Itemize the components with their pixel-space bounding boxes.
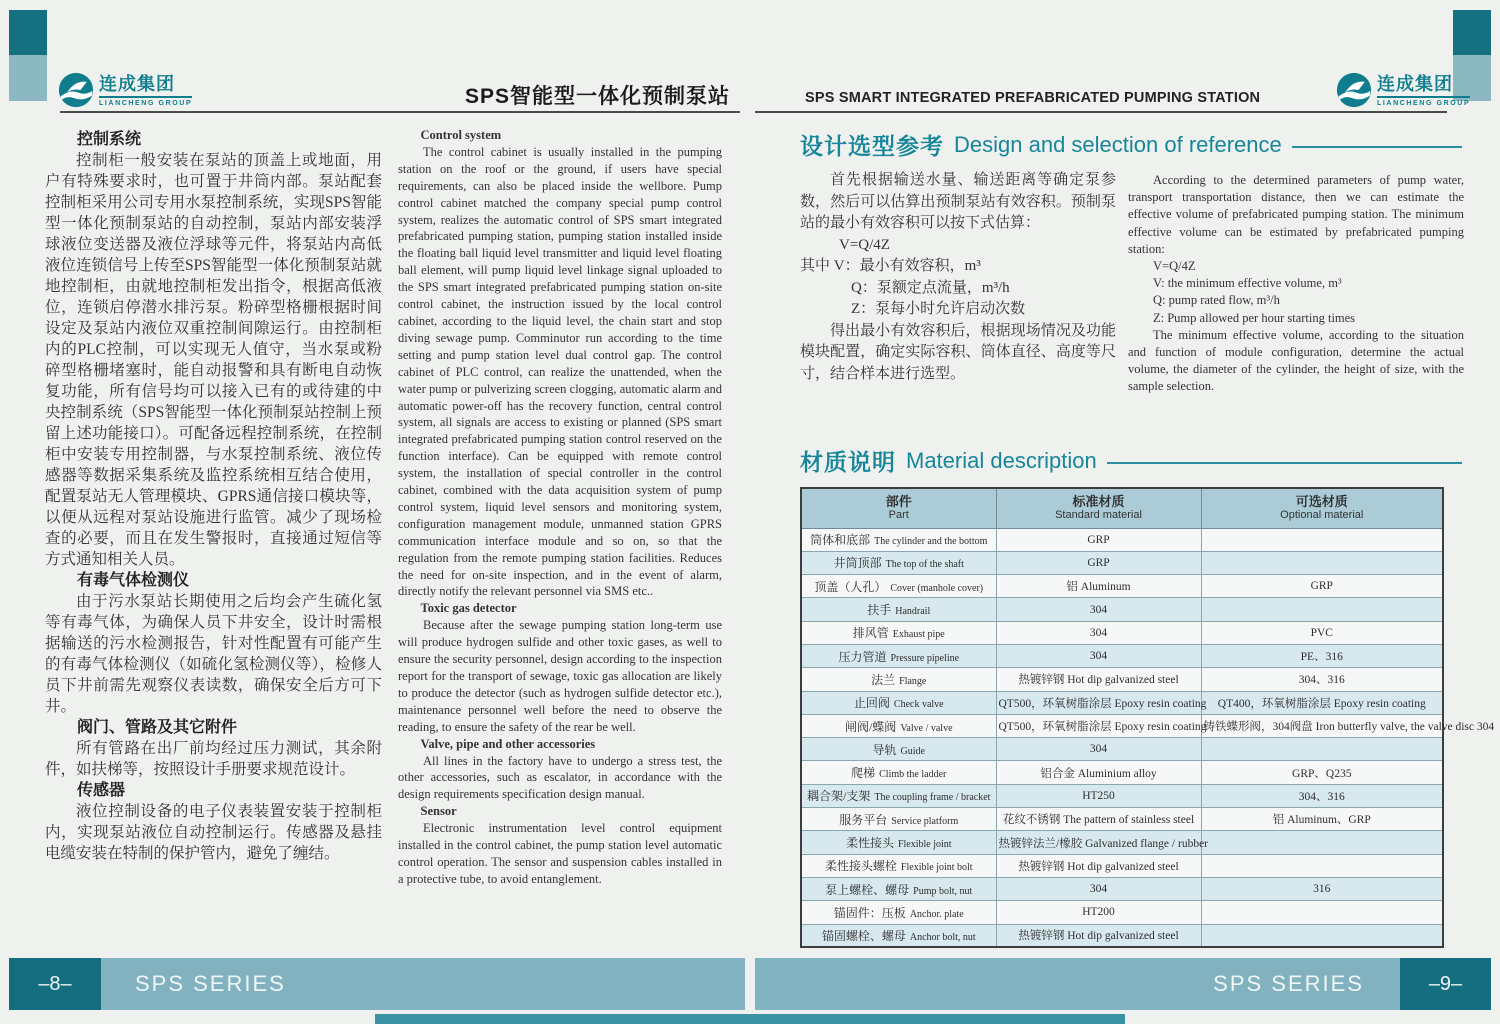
table-row [801, 924, 1443, 947]
part-name-en: Anchor bolt, nut [909, 931, 976, 943]
optional-material-cell: 316 [1201, 877, 1443, 900]
brand-logo-text [99, 72, 192, 107]
table-row [801, 901, 1443, 924]
design-intro-en: According to the determined parameters of pump water, transport transportation distance, then we can estimate the effective volume of prefabricated pumping station. The minimum effective volume can be estimated by prefabricated pumping station: [1128, 173, 1464, 256]
header-label-zh: 标准材质 [1072, 494, 1125, 510]
corner-accent-light-block [9, 55, 47, 101]
part-name-en: The coupling frame / bracket [874, 792, 991, 804]
material-table [800, 487, 1495, 948]
optional-material-cell [1201, 528, 1443, 551]
brand-name-zh: 连成集团 [1377, 74, 1453, 94]
optional-material-cell [1201, 598, 1443, 621]
section-heading-zh: 有毒气体检测仪 [77, 572, 190, 589]
footer-series-bar-right: SPS SERIES [755, 958, 1400, 1010]
section-heading-zh: 传感器 [77, 782, 126, 799]
corner-accent-dark-block [9, 10, 47, 55]
section-paragraph-en: Electronic instrumentation level control equipment installed in the control cabinet, the pump station level automatic control operation. The sensor and suspension cables installed in a protective tube, to avoid entanglement. [398, 821, 722, 886]
part-cell [801, 551, 996, 574]
part-name-zh: 锚固件：压板 [833, 905, 906, 920]
optional-material-cell [1201, 551, 1443, 574]
header-label-zh: 部件 [885, 494, 912, 510]
part-name-zh: 顶盖（人孔） [814, 579, 887, 594]
design-title-en: Design and selection of reference [954, 131, 1282, 157]
part-name-en: Check valve [893, 699, 944, 711]
part-name-en: The top of the shaft [885, 559, 964, 571]
corner-accent-left [9, 10, 47, 101]
table-row [801, 575, 1443, 598]
part-cell [801, 714, 996, 737]
footer-page-number-right: –9– [1400, 958, 1491, 1010]
brand-logo-left [58, 72, 192, 108]
left-page-chinese-column [45, 129, 382, 864]
material-section-title [800, 444, 1462, 477]
brand-name-en: LIANCHENG GROUP [99, 100, 193, 107]
part-cell [801, 808, 996, 831]
part-cell [801, 528, 996, 551]
standard-material-cell: 热镀锌钢 Hot dip galvanized steel [996, 668, 1201, 691]
part-cell [801, 644, 996, 667]
section-heading-en: Toxic gas detector [420, 601, 517, 616]
table-row [801, 621, 1443, 644]
brand-logo-right [1336, 72, 1470, 108]
part-name-en: Pressure pipeline [890, 652, 960, 664]
footer-page-number-left: –8– [9, 958, 101, 1010]
optional-material-cell: PVC [1201, 621, 1443, 644]
header-label-zh: 可选材质 [1295, 494, 1348, 510]
part-name-en: Valve / valve [900, 722, 953, 734]
standard-material-cell: HT200 [996, 901, 1201, 924]
standard-material-cell: 304 [996, 738, 1201, 761]
part-name-en: Exhaust pipe [892, 629, 945, 641]
table-header-cell [801, 488, 996, 528]
part-name-en: Flexible joint bolt [900, 862, 973, 874]
part-name-zh: 耦合架/支架 [807, 789, 871, 804]
material-title-en: Material description [906, 447, 1097, 473]
section-heading-zh: 控制系统 [77, 131, 142, 148]
standard-material-cell: HT250 [996, 784, 1201, 807]
part-cell [801, 831, 996, 854]
material-title-rule [1107, 462, 1462, 464]
optional-material-cell [1201, 738, 1443, 761]
design-english-column [1128, 172, 1464, 396]
part-cell [801, 691, 996, 714]
part-name-zh: 止回阀 [853, 696, 890, 711]
header-rule-right [755, 111, 1447, 113]
part-name-zh: 筒体和底部 [810, 533, 871, 548]
standard-material-cell: 铝 Aluminum [996, 575, 1201, 598]
section-paragraph-zh: 所有管路在出厂前均经过压力测试，其余附件，如扶梯等，按照设计手册要求规范设计。 [45, 740, 382, 778]
section-paragraph-zh: 控制柜一般安装在泵站的顶盖上或地面，用户有特殊要求时，也可置于井筒内部。泵站配套控制柜采用公司专用水泵控制系统，实现SPS智能型一体化预制泵站的自动控制，泵站内部安装浮球液位变送器及液位浮球等元件，将泵站内高低液位连锁信号上传至SPS智能型一体化预制泵站就地控制柜，由就地控制柜发出指令，根据高低液位，连锁启停潜水排污泵。粉碎型格栅根据时间设定及泵站内液位双重控制间隙运行。由控制柜内的PLC控制，可以实现无人值守，当水泵或粉碎型格栅堵塞时，能自动报警和具有断电自动恢复功能，所有信号均可以接入已有的或待建的中央控制系统（SPS智能型一体化预制泵站控制上预留上述功能接口）。可配备远程控制系统，在控制柜中安装专用控制器，与水泵控制系统、液位传感器等数据采集系统及监控系统相互结合使用，配置泵站无人管理模块、GPRS通信接口模块等，以便从远程对泵站设施进行监管。减少了现场检查的必要，而且在发生警报时，直接通过短信等方式通知相关人员。 [45, 152, 382, 568]
header-rule-left [60, 111, 740, 113]
part-cell [801, 598, 996, 621]
part-cell [801, 738, 996, 761]
design-formula-en: V=Q/4Z [1153, 259, 1196, 274]
standard-material-cell: QT500，环氧树脂涂层 Epoxy resin coating [996, 691, 1201, 714]
table-header-cell [996, 488, 1201, 528]
table-row [801, 877, 1443, 900]
part-name-zh: 闸阀/蝶阀 [844, 719, 897, 734]
logo-divider [99, 96, 192, 98]
design-formula-zh: V=Q/4Z [839, 236, 890, 253]
part-name-en: Climb the ladder [879, 769, 947, 781]
part-name-zh: 服务平台 [839, 812, 888, 827]
left-page-english-column [398, 127, 722, 888]
part-name-en: Guide [900, 745, 925, 757]
section-paragraph-en: The control cabinet is usually installed in the pumping station on the roof or the ground, if users have special requirements, can also be placed inside the wellbore. Pump control cabinet matched the company special pump control system, realizes the automatic control of SPS smart integrated prefabricated pumping station, pumping station installed inside the floating ball liquid level transmitter and liquid level floating ball element, will pump liquid level linkage signal uploaded to the SPS smart integrated prefabricated pumping station on-site control cabinet, the instruction issued by the local control cabinet, according to the liquid level, the chain start and stop diving sewage pump. Comminutor run according to the time setting and pump station level dual control gap. The control cabinet of PLC control, can realize the unattended, when the water pump or pulverizing screen clogging, automatic alarm and automatic power-off has the recovery function, central control system, all signals are access to existing or planned (SPS smart integrated prefabricated pumping station control reserved on the function interface). Can be equipped with remote control system, the installation of special controller in the control cabinet, combined with the data acquisition system of pump control system, liquid level sensors and monitoring system, configuration management module, unmanned station GPRS communication interface module and so on, so that the regulation from the remote pumping station facilities. Reduces the need for on-site inspection, and in the event of alarm, directly notify the relevant personnel via SMS etc.. [398, 144, 722, 599]
table-row [801, 668, 1443, 691]
part-name-zh: 井筒顶部 [833, 556, 882, 571]
part-name-en: Handrail [895, 606, 931, 618]
header-label-en: Standard material [1055, 509, 1142, 522]
section-heading-en: Sensor [420, 804, 457, 819]
page-title-left: SPS智能型一体化预制泵站 [464, 85, 731, 108]
design-section-title [800, 128, 1462, 161]
part-name-zh: 排风管 [852, 626, 889, 641]
part-cell [801, 761, 996, 784]
header-label-en: Optional material [1280, 509, 1364, 522]
table-row [801, 808, 1443, 831]
material-title-zh: 材质说明 [800, 449, 896, 475]
optional-material-cell [1201, 901, 1443, 924]
part-cell [801, 924, 996, 947]
section-heading-en: Control system [420, 128, 502, 142]
part-name-en: Flexible joint [897, 839, 952, 850]
standard-material-cell: 花纹不锈钢 The pattern of stainless steel [996, 808, 1201, 831]
logo-mark-icon [1336, 72, 1372, 108]
part-name-en: Flange [899, 675, 927, 687]
table-row [801, 691, 1443, 714]
table-row [801, 598, 1443, 621]
standard-material-cell: QT500，环氧树脂涂层 Epoxy resin coating [996, 714, 1201, 737]
design-outro-zh: 得出最小有效容积后，根据现场情况及功能模块配置，确定实际容积、筒体直径、高度等尺寸，结合样本进行选型。 [800, 322, 1116, 382]
section-paragraph-en: Because after the sewage pumping station long-term use will produce hydrogen sulfide and other toxic gases, as well to ensure the security personnel, design according to the inspection report for the transport of sewage, toxic gas allocation are likely to produce the detector (such as hydrogen sulfide detector etc.), maintenance personnel well before the need to observe the reading, to ensure the safety of the rear be well. [398, 618, 722, 734]
part-cell [801, 854, 996, 877]
part-name-zh: 压力管道 [838, 649, 887, 664]
table-row [801, 831, 1443, 854]
bottom-accent-strip [375, 1014, 1125, 1024]
logo-mark-icon [58, 72, 94, 108]
design-title-rule [1292, 146, 1462, 148]
standard-material-cell: 304 [996, 644, 1201, 667]
design-var-v-zh: 其中 V：最小有效容积，m³ [800, 258, 981, 274]
standard-material-cell: 热镀锌法兰/橡胶 Galvanized flange / rubber [996, 831, 1201, 854]
optional-material-cell: PE、316 [1201, 644, 1443, 667]
part-name-zh: 导轨 [872, 742, 897, 757]
part-name-en: The cylinder and the bottom [874, 536, 988, 548]
standard-material-cell: GRP [996, 551, 1201, 574]
design-title-zh: 设计选型参考 [800, 133, 944, 159]
part-cell [801, 901, 996, 924]
logo-divider [1377, 96, 1470, 98]
part-name-zh: 扶手 [867, 603, 892, 618]
part-name-zh: 泵上螺栓、螺母 [825, 882, 910, 897]
part-name-en: Service platform [891, 815, 959, 827]
table-row [801, 551, 1443, 574]
standard-material-cell: 铝合金 Aluminium alloy [996, 761, 1201, 784]
section-paragraph-en: All lines in the factory have to undergo a stress test, the other accessories, such as escalator, in accordance with the design requirements specification design manual. [398, 753, 722, 802]
part-name-zh: 法兰 [871, 672, 896, 687]
part-name-en: Pump bolt, nut [913, 885, 973, 897]
brand-name-en: LIANCHENG GROUP [1377, 100, 1471, 107]
part-cell [801, 877, 996, 900]
part-name-en: Anchor. plate [909, 908, 964, 920]
design-var-v-en: V: the minimum effective volume, m³ [1153, 276, 1342, 291]
standard-material-cell: GRP [996, 528, 1201, 551]
table-header-row [801, 488, 1443, 528]
standard-material-cell: 304 [996, 877, 1201, 900]
section-heading-zh: 阀门、管路及其它附件 [77, 719, 238, 736]
corner-accent-dark-block [1453, 10, 1491, 55]
standard-material-cell: 热镀锌钢 Hot dip galvanized steel [996, 924, 1201, 947]
optional-material-cell: 铝 Aluminum、GRP [1201, 808, 1443, 831]
part-name-zh: 柔性接头螺栓 [824, 859, 897, 874]
optional-material-cell [1201, 924, 1443, 947]
table-row [801, 761, 1443, 784]
part-cell [801, 621, 996, 644]
optional-material-cell [1201, 831, 1443, 854]
part-name-zh: 柔性接头 [845, 836, 894, 850]
design-var-q-zh: Q：泵额定点流量，m³/h [851, 279, 1010, 296]
design-intro-zh: 首先根据输送水量、输送距离等确定泵参数，然后可以估算出预制泵站有效容积。预制泵站的最小有效容积可以按下式估算： [800, 172, 1116, 231]
table-row [801, 784, 1443, 807]
header-label-en: Part [888, 509, 909, 522]
optional-material-cell [1201, 854, 1443, 877]
design-var-q-en: Q: pump rated flow, m³/h [1153, 293, 1280, 308]
page-title-right: SPS SMART INTEGRATED PREFABRICATED PUMPING STATION [805, 90, 1261, 106]
design-var-z-en: Z: Pump allowed per hour starting times [1153, 310, 1356, 325]
section-heading-en: Valve, pipe and other accessories [420, 736, 596, 751]
table-header-cell [1201, 488, 1443, 528]
table-row [801, 528, 1443, 551]
brand-logo-text [1377, 72, 1470, 107]
design-outro-en: The minimum effective volume, according to the situation and function of module configuration, determine the actual volume, the diameter of the cylinder, the height of size, with the sample selection. [1128, 327, 1464, 394]
part-name-zh: 爬梯 [851, 766, 876, 781]
standard-material-cell: 304 [996, 598, 1201, 621]
footer-series-bar-left: SPS SERIES [101, 958, 745, 1010]
table-row [801, 854, 1443, 877]
standard-material-cell: 热镀锌钢 Hot dip galvanized steel [996, 854, 1201, 877]
standard-material-cell: 304 [996, 621, 1201, 644]
section-paragraph-zh: 由于污水泵站长期使用之后均会产生硫化氢等有毒气体，为确保人员下井安全，设计时需根据输送的污水检测报告，针对性配置有可能产生的有毒气体检测仪（如硫化氢检测仪等），检修人员下井前需先观察仪表读数，确保安全后方可下井。 [45, 593, 382, 715]
optional-material-cell: GRP [1201, 575, 1443, 598]
optional-material-cell: 304、316 [1201, 784, 1443, 807]
optional-material-cell: QT400，环氧树脂涂层 Epoxy resin coating [1201, 691, 1443, 714]
part-name-en: Cover (manhole cover) [890, 582, 984, 594]
table-row [801, 738, 1443, 761]
optional-material-cell: 304、316 [1201, 668, 1443, 691]
design-var-z-zh: Z：泵每小时允许启动次数 [851, 301, 1026, 317]
optional-material-cell: GRP、Q235 [1201, 761, 1443, 784]
brand-name-zh: 连成集团 [99, 74, 175, 94]
part-cell [801, 668, 996, 691]
optional-material-cell: 铸铁蝶形阀，304阀盘 Iron butterfly valve, the valve disc 304 [1201, 714, 1443, 737]
table-row [801, 714, 1443, 737]
design-chinese-column [800, 170, 1116, 385]
part-cell [801, 784, 996, 807]
part-name-zh: 锚固螺栓、螺母 [821, 928, 906, 943]
part-cell [801, 575, 996, 598]
section-paragraph-zh: 液位控制设备的电子仪表装置安装于控制柜内，实现泵站液位自动控制运行。传感器及悬挂电缆安装在特制的保护管内，避免了缠结。 [45, 803, 382, 862]
table-row [801, 644, 1443, 667]
